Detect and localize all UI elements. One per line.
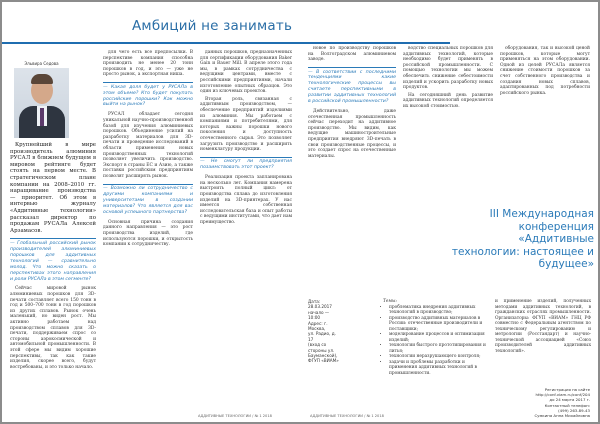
col3-text-c: Реализация проекта запланирована на несколько лет. Компания намерена выстроить полный цикл: от производства сплава до изготовления изделий на 3D-принтерах. У нас имеется собственная исследовательская база и опыт работы с ведущими институтами, что дает нам преимущество. — [200, 175, 292, 226]
topics-list — [383, 299, 493, 376]
column-2 — [103, 50, 193, 250]
rcol2-text-b: На сегодняшний день развитие аддитивных технологий определяется их высокой стоимостью. — [403, 92, 493, 109]
rcol3-text-a: оборудования, так и высокой ценой порошков, которые могут применяться на этом оборудовании. Одной из целей РУСАЛа является снижение стоимости порошков за счет собственного производства и создания новых сплавов, адаптированных под потребности российского рынка. — [500, 46, 590, 96]
right-page — [300, 2, 598, 422]
topic-item: • проблематика внедрения аддитивных технологий в производство; — [389, 305, 493, 316]
left-footer: АДДИТИВНЫЕ ТЕХНОЛОГИИ / № 1 2018 — [198, 414, 272, 418]
topics-ul — [383, 305, 493, 377]
right-column-1 — [308, 46, 396, 161]
right-footer: АДДИТИВНЫЕ ТЕХНОЛОГИИ / № 1 2018 — [310, 414, 384, 418]
article-title: Амбиций не занимать — [132, 18, 293, 34]
topic-item: • задачи и проблемы разработки и применения аддитивных технологий в промышленности. — [389, 360, 493, 377]
topic-item: • моделирование процессов и оптимизация изделий; — [389, 332, 493, 343]
col2-text-c: Основная причина создания данного направления — это рост производства изделий, где используются порошки, и открытость компании к сотрудничеству. — [103, 219, 193, 248]
left-page — [2, 2, 300, 422]
topic-item: • технологии неразрушающего контроля; — [389, 354, 493, 360]
right-column-3 — [500, 46, 590, 98]
topic-item: • производство аддитивных материалов в России: отечественные производители и поставщики; — [389, 316, 493, 333]
organizers: и применение изделий, полученных методами аддитивных технологий, в гражданских отраслях промышленности. Организаторы: ФГУП «ВИАМ» ГНЦ РФ совместно с Федеральным агентством по техническому регулированию и метрологии (Росстандарт) и научно-технической ассоциацией «Союз производителей аддитивных технологий». — [495, 299, 591, 354]
topic-item: • технологии быстрого прототипирования и литья; — [389, 343, 493, 354]
rcol1-text-b: Действительно, даже отечественная промышленность сейчас переходит на аддитивное производство. Мы видим, как ведущие машиностроительные предприятия внедряют 3D-печать в свои производственные процессы, и это создает спрос на отечественные материалы. — [308, 109, 396, 159]
registration-info: Регистрация на сайте http://conf.viam.ru/conf/204 до 24 марта 2017 г. Контактный телефон: (499) 263-89-43 Сумкина Анна Михайловна — [534, 387, 590, 419]
author-name: Эльвира Седова — [24, 61, 59, 66]
rcol1-text-a: новое по производству порошков на Волгоградском алюминиевом заводе. — [308, 46, 396, 63]
col2-text-a: для чего есть все предпосылки. В перспективе компания способна производить не менее 20 тонн порошков в год, и это — уже не просто рынок, а экспортная ниша. — [103, 50, 193, 78]
col3-text-a: данных порошков, предназначенных для сертификации оборудования Baker Gain и Bauer Mill. В апреле этого года мы, в рамках сотрудничества с ведущими центрами, вместе с российскими предприятиями, начали изготовление опытных образцов. Это один из ключевых проектов. — [200, 50, 292, 95]
right-column-2 — [403, 46, 493, 112]
header-rule-right — [300, 42, 450, 44]
header-rule — [2, 42, 300, 44]
question-4: — Не смогут ли предприятия позаимствовать этот проект? — [200, 159, 292, 171]
question-3: — Возможно ли сотрудничество с другими компаниями и университетами в создании материалов? Что является для вас основой успешного партнерства? — [103, 186, 193, 215]
author-photo — [14, 68, 69, 138]
column-1 — [10, 142, 96, 372]
question-1: — Глобальный российский рынок производителей алюминиевых порошков для аддитивных технологий — сравнительно молод. Что можно сказать о перспективах этого направления и роли РУСАЛа в этом сегменте? — [10, 241, 96, 282]
question-2: — Какая доля будет у РУСАЛа в этом объеме? Кто будет покупать российские порошки? Как можно выйти на рынок? — [103, 84, 193, 108]
column-3 — [200, 50, 292, 228]
answer-1: Сейчас мировой рынок алюминиевых порошков для 3D-печати составляет всего 150 тонн в год и 500–700 тонн в год порошков из других сплавов. Рынок очень маленький, но виден рост. Мы активно работаем над производством сплавов для 3D-печати, поддерживаем спрос со стороны аэрокосмической и автомобильной промышленности. В этой сфере мы видим хорошие перспективы, так как такие изделия, скорее всего, будут востребованы, и это только начало. — [10, 286, 96, 370]
rcol2-text-a: водство специальных порошков для аддитивных технологий, которые необходимо будет применять в российской промышленности. С помощью технологии мы можем обеспечить снижение себестоимости изделий и ускорить разработку новых продуктов. — [403, 46, 493, 91]
topics-title: Темы: — [383, 299, 397, 304]
question-5: — В соответствии с последними тенденциями какие технологические процессы вы считаете перспективными в развитии аддитивных технологий в российской промышленности? — [308, 69, 396, 105]
event-info: Дата: 28.03.2017 начало — 10:00 Адрес: г. Москва, ул. Радио, д. 17 (вход со стороны ул. Бауманской), ФГУП «ВИАМ» — [308, 299, 339, 364]
conference-title: III Международная конференция «Аддитивные технологии: настоящее и будущее» — [451, 208, 594, 271]
col3-text-b: Вторая роль, связанная с аддитивным производством, — обеспечение предприятий изделиями из алюминия. Мы работаем с компаниями и потребителями, для которых важны порошки нового поколения и доступность отечественного сырья. Это позволяет загрузить производство и расширить номенклатуру продукции. — [200, 96, 292, 153]
lead-paragraph: Крупнейший в мире производитель алюминия РУСАЛ в ближнем будущем в мировом рейтинге будет стоять на первом месте. В стратегическом плане компании на 2008–2010 гг. наращивание производства — приоритет. Об этом в интервью журналу «Аддитивные технологии» рассказал директор по продажам РУСАЛа Алексей Арзамасов. — [10, 142, 96, 234]
col2-text-b: РУСАЛ обладает сегодня уникальной научно-производственной базой для изучения алюминиевых порошков. Объединение усилий на разработку материалов для 3D-печати и проведение исследований в области применения новых производственных технологий позволяет увеличить производство. Экспорт в страны ЕС и Азию, а также поставки российским предприятиям позволят расширять рынок. — [103, 112, 193, 179]
